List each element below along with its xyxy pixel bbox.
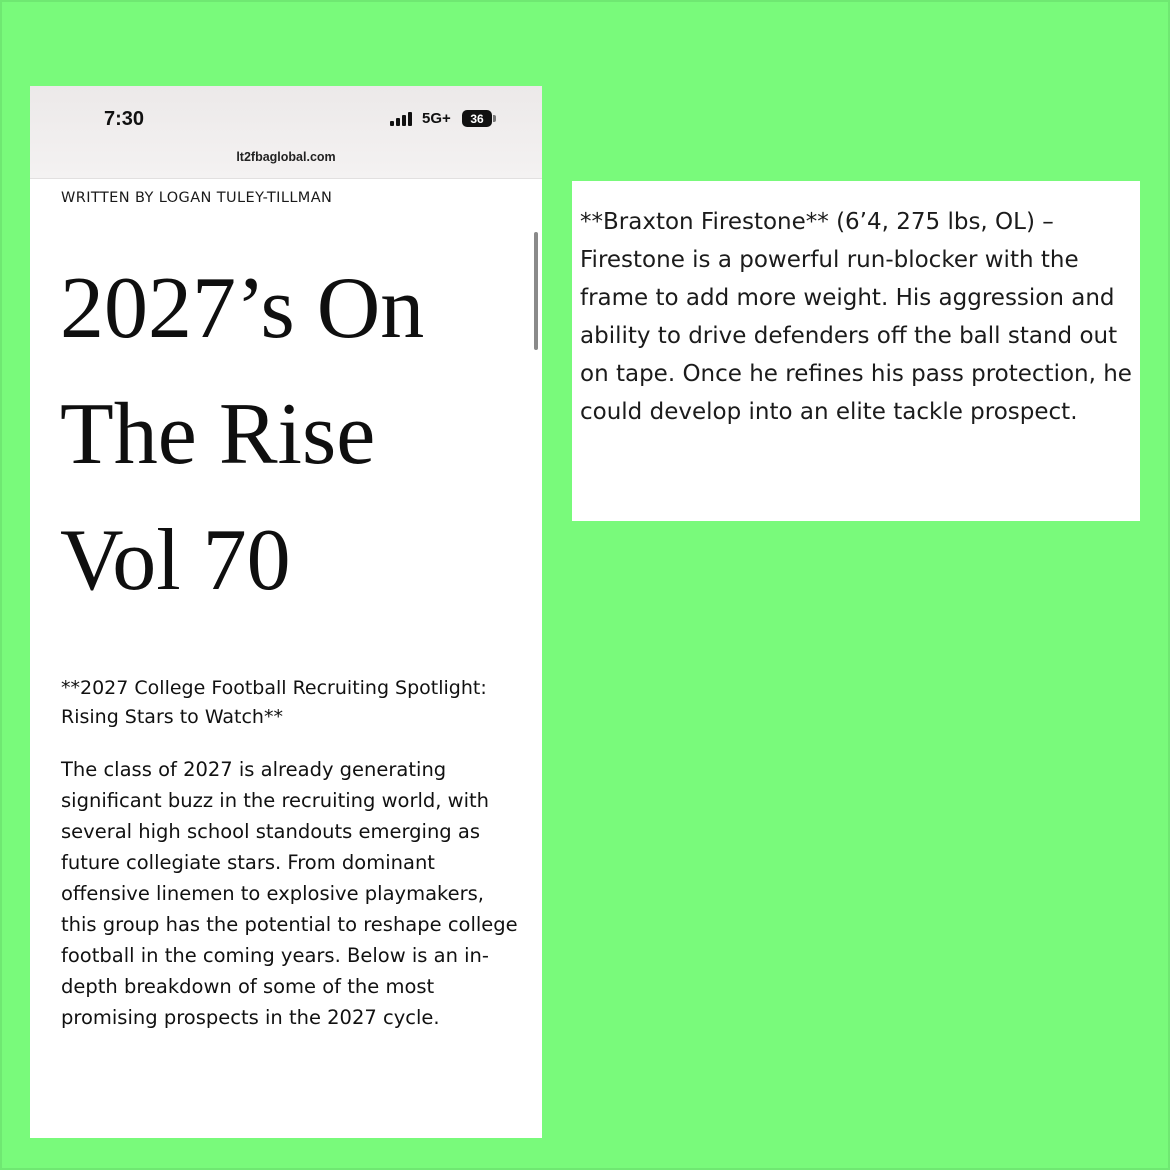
cellular-signal-icon (390, 112, 416, 126)
title-line: 2027’s On (60, 260, 425, 357)
battery-cap (493, 115, 496, 122)
article-body: The class of 2027 is already generating significant buzz in the recruiting world, with several high school standouts emerging as future collegiate stars. From dominant offensive linemen to explosive playmakers, this group has the potential to reshape college football in the coming years. Below is an in-depth breakdown of some of the most promising prospects in the 2027 cycle. (61, 758, 518, 1029)
prospect-description: **Braxton Firestone** (6’4, 275 lbs, OL) – Firestone is a powerful run-blocker with the frame to add more weight. His aggression and ability to drive defenders off the ball stand out on tape. Once he refines his pass protection, he could develop into an elite tackle prospect. (580, 209, 1132, 425)
prospect-clipping (572, 181, 1140, 521)
battery-level: 36 (470, 111, 484, 126)
article-title (60, 246, 530, 624)
phone-screenshot (30, 86, 542, 1138)
status-bar (30, 86, 542, 179)
address-bar-url[interactable]: lt2fbaglobal.com (236, 150, 336, 164)
article-byline: WRITTEN BY LOGAN TULEY-TILLMAN (61, 190, 333, 206)
network-type: 5G+ (422, 110, 451, 127)
article-subhead: **2027 College Football Recruiting Spotlight: Rising Stars to Watch** (61, 677, 487, 728)
title-line: The Rise (60, 386, 376, 483)
status-time: 7:30 (104, 108, 145, 130)
scroll-indicator[interactable] (534, 232, 538, 350)
title-line: Vol 70 (60, 512, 291, 609)
battery-icon (462, 110, 492, 127)
